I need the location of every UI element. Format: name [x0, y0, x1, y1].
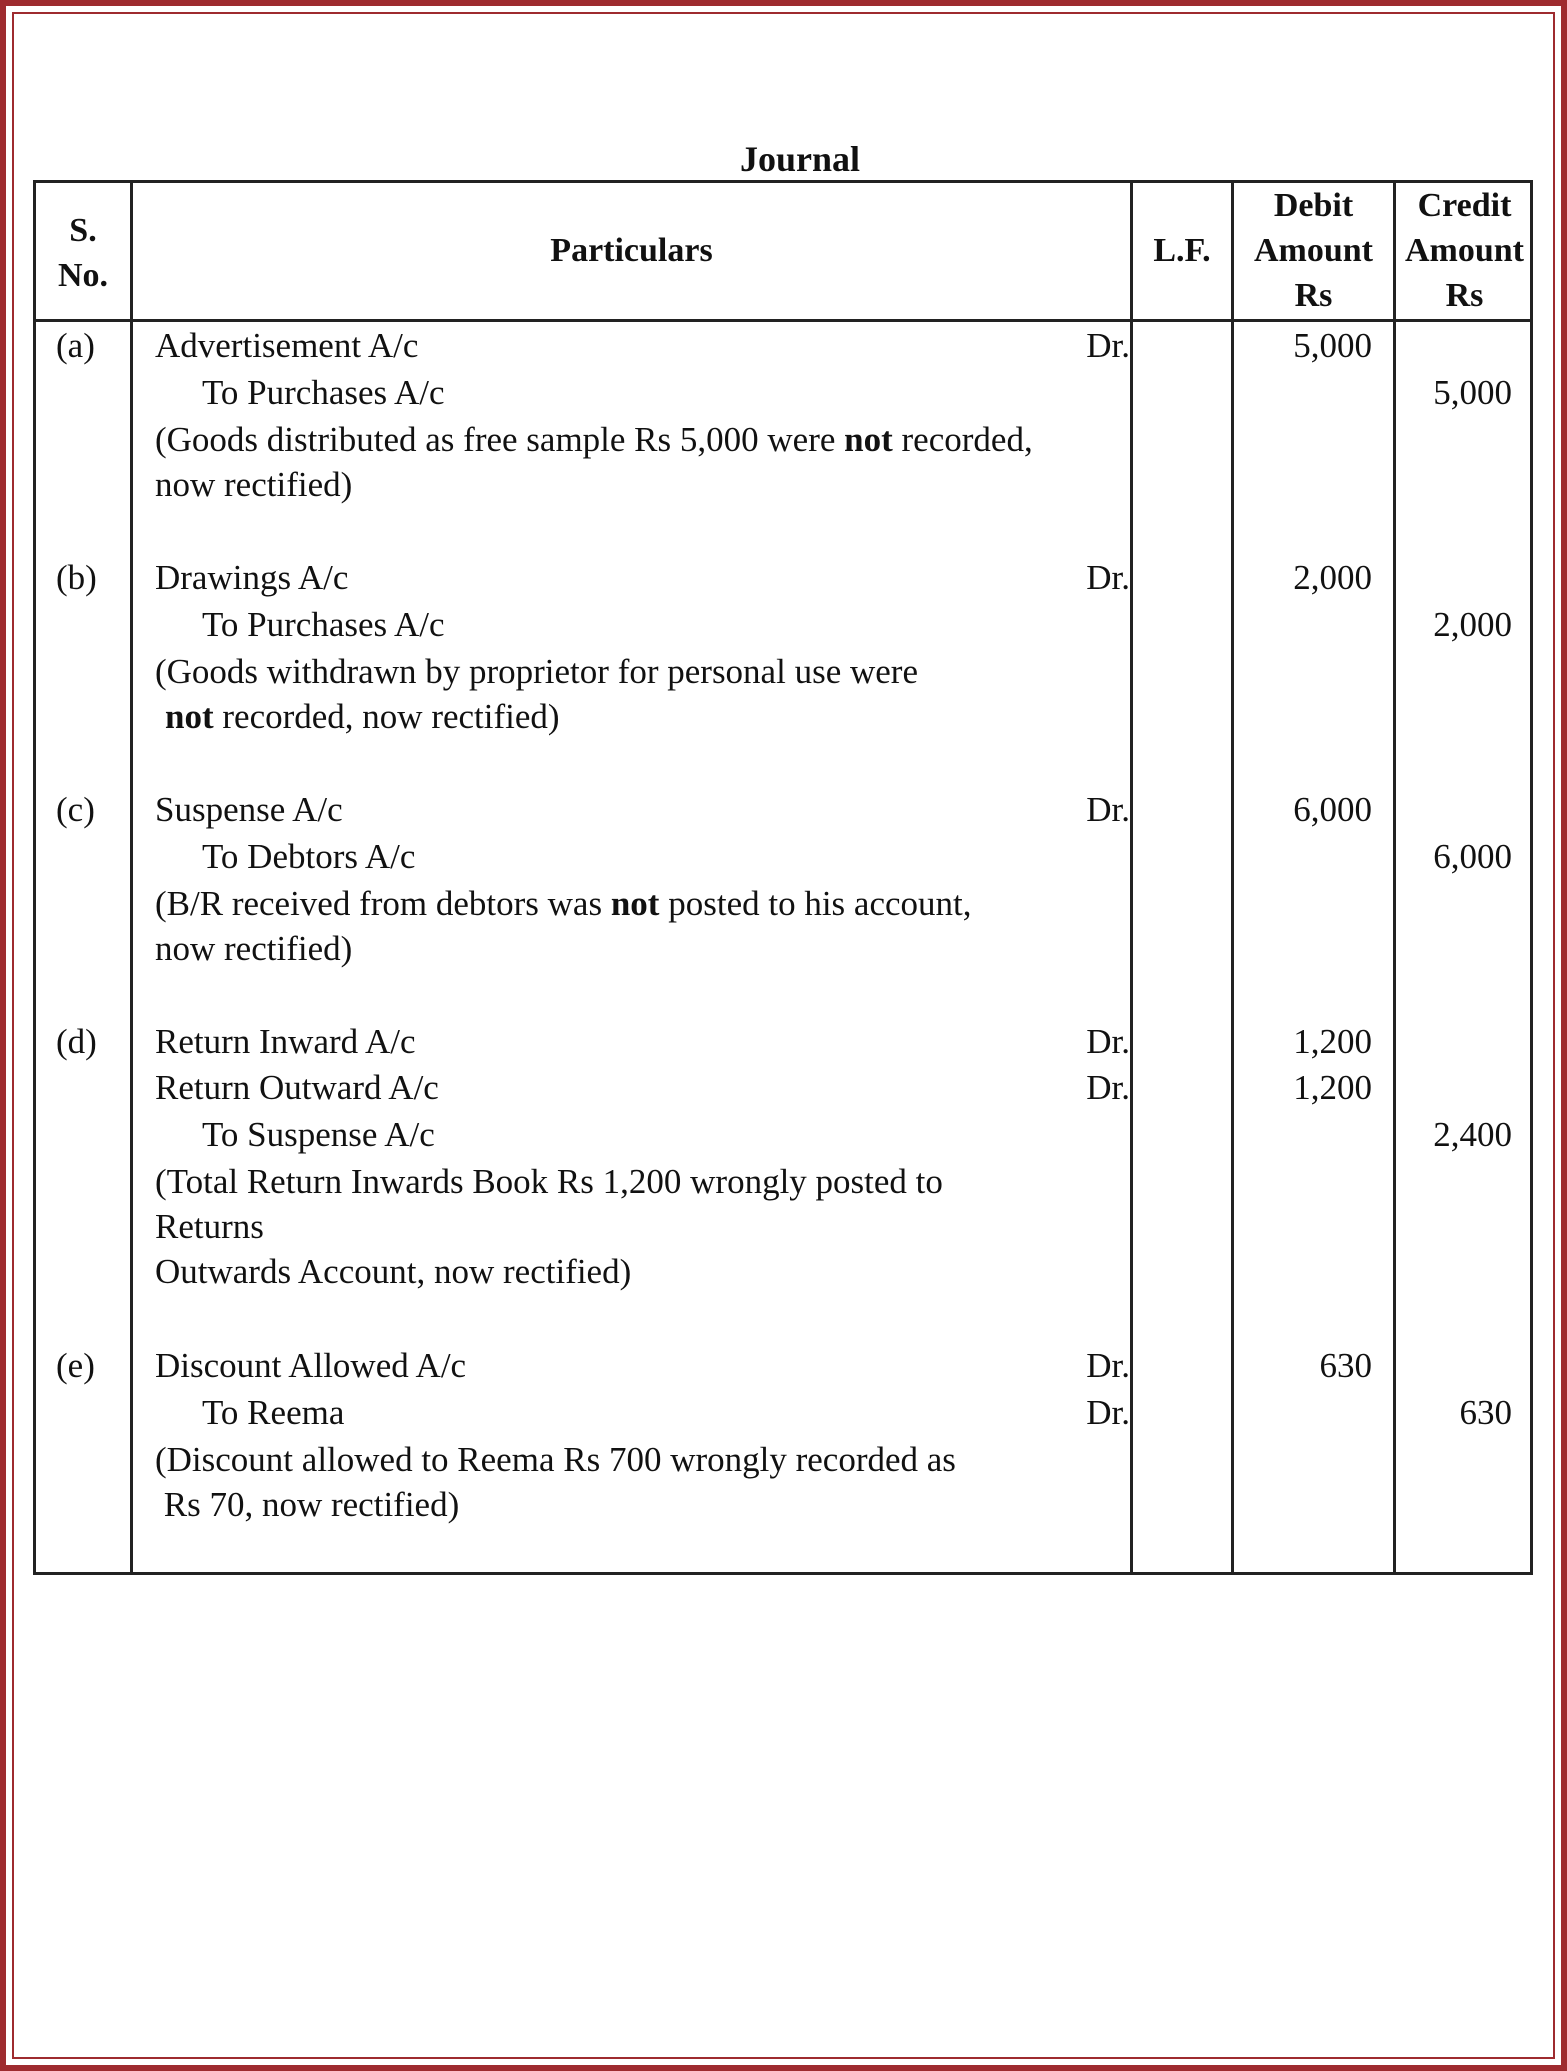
- header-sno: S. No.: [57, 212, 109, 294]
- credit-account: To Suspense A/c: [202, 1115, 435, 1154]
- dr-marker: Dr.: [1086, 326, 1130, 365]
- dr-marker: Dr.: [1086, 1022, 1130, 1061]
- debit-amount: 6,000: [1293, 790, 1372, 829]
- credit-account: To Purchases A/c: [202, 373, 445, 412]
- debit-amount: 1,200: [1293, 1022, 1372, 1061]
- narration-line: Returns: [155, 1207, 264, 1246]
- header-lf: L.F.: [1153, 232, 1211, 269]
- narration-line: (Discount allowed to Reema Rs 700 wrongly recorded as: [155, 1440, 956, 1479]
- dr-marker: Dr.: [1086, 1393, 1130, 1432]
- dr-marker: Dr.: [1086, 558, 1130, 597]
- dr-marker: Dr.: [1086, 1068, 1130, 1107]
- journal-table: [33, 180, 1533, 1575]
- entry-sno: (a): [56, 326, 95, 365]
- dr-marker: Dr.: [1086, 790, 1130, 829]
- entry-sno: (c): [56, 790, 95, 829]
- entry-sno: (d): [56, 1022, 97, 1061]
- narration-line: not recorded, now rectified): [165, 697, 560, 736]
- narration-line: (Goods withdrawn by proprietor for personal use were: [155, 652, 918, 691]
- debit-account: Suspense A/c: [155, 790, 343, 829]
- debit-amount: 630: [1319, 1346, 1372, 1385]
- col-divider: [1130, 183, 1133, 1572]
- debit-amount: 2,000: [1293, 558, 1372, 597]
- narration-line: (B/R received from debtors was not posted to his account,: [155, 884, 972, 923]
- credit-amount: 6,000: [1433, 837, 1512, 876]
- header-credit: Credit Amount Rs: [1404, 187, 1525, 314]
- debit-account: Drawings A/c: [155, 558, 349, 597]
- debit-amount: 5,000: [1293, 326, 1372, 365]
- narration-line: now rectified): [155, 465, 353, 504]
- narration-line: Rs 70, now rectified): [155, 1485, 460, 1524]
- header-debit: Debit Amount Rs: [1253, 187, 1374, 314]
- narration-line: (Goods distributed as free sample Rs 5,000 were not recorded,: [155, 420, 1033, 459]
- credit-amount: 2,400: [1433, 1115, 1512, 1154]
- debit-account: Return Outward A/c: [155, 1068, 439, 1107]
- credit-amount: 5,000: [1433, 373, 1512, 412]
- page-title: Journal: [739, 139, 861, 179]
- header-divider: [36, 319, 1530, 322]
- entry-sno: (e): [56, 1346, 95, 1385]
- narration-line: (Total Return Inwards Book Rs 1,200 wrongly posted to: [155, 1162, 943, 1201]
- col-divider: [130, 183, 133, 1572]
- narration-line: Outwards Account, now rectified): [155, 1252, 632, 1291]
- credit-account: To Reema: [202, 1393, 345, 1432]
- credit-account: To Debtors A/c: [202, 837, 416, 876]
- debit-account: Discount Allowed A/c: [155, 1346, 467, 1385]
- header-particulars: Particulars: [550, 232, 713, 269]
- entry-sno: (b): [56, 558, 97, 597]
- credit-amount: 2,000: [1433, 605, 1512, 644]
- narration-line: now rectified): [155, 929, 353, 968]
- debit-account: Advertisement A/c: [155, 326, 419, 365]
- credit-amount: 630: [1459, 1393, 1512, 1432]
- credit-account: To Purchases A/c: [202, 605, 445, 644]
- debit-amount: 1,200: [1293, 1068, 1372, 1107]
- dr-marker: Dr.: [1086, 1346, 1130, 1385]
- debit-account: Return Inward A/c: [155, 1022, 416, 1061]
